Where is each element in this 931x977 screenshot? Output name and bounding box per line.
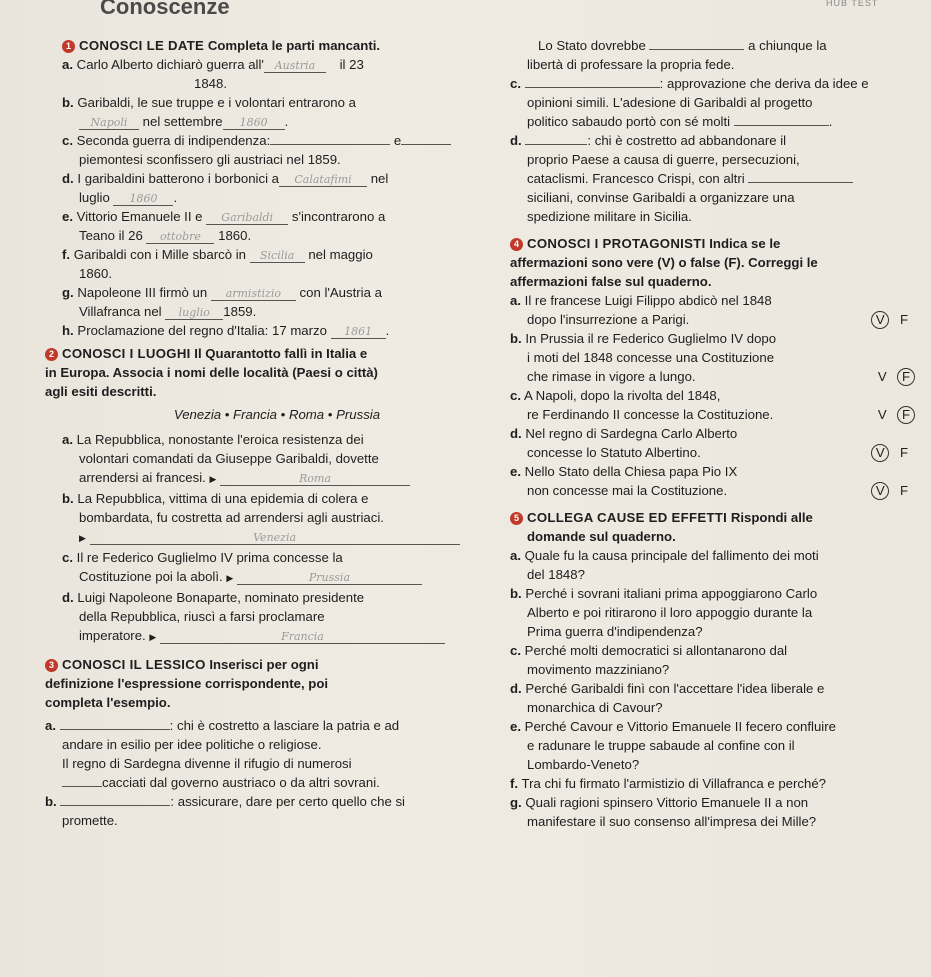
- exercise-1h: h. Proclamazione del regno d'Italia: 17 marzo 1861 .: [62, 323, 390, 338]
- answer-blank[interactable]: [734, 125, 829, 126]
- arrow-icon: ▶: [226, 573, 234, 583]
- answer-blank[interactable]: Calatafimi: [279, 173, 367, 187]
- exercise-4b: b. In Prussia il re Federico Guglielmo IV dopo i moti del 1848 concesse una Costituzione che rimase in vigore a lungo. V F: [510, 329, 915, 386]
- exercise-3b: b. : assicurare, dare per certo quello che si promette.: [45, 794, 405, 828]
- answer-blank[interactable]: 1860: [113, 192, 173, 206]
- true-option[interactable]: V: [871, 311, 889, 329]
- true-option[interactable]: V: [877, 407, 887, 422]
- exercise-3c: c. : approvazione che deriva da idee e opinioni simili. L'adesione di Garibaldi al progetto politico sabaudo portò con sé molti .: [510, 76, 869, 129]
- exercise-1b: b. Garibaldi, le sue truppe e i volontari entrarono a Napoli nel settembre 1860 .: [62, 95, 356, 129]
- answer-blank[interactable]: Prussia: [237, 571, 422, 585]
- exercise-5d: d. Perché Garibaldi finì con l'accettare l'idea liberale e monarchica di Cavour?: [510, 681, 825, 715]
- false-option[interactable]: F: [899, 312, 909, 327]
- answer-blank[interactable]: Roma: [220, 472, 410, 486]
- exercise-1f: f. Garibaldi con i Mille sbarcò in Sicilia nel maggio 1860.: [62, 247, 373, 281]
- arrow-icon: ▶: [149, 632, 157, 642]
- answer-blank[interactable]: Venezia: [90, 531, 460, 545]
- exercise-2b: b. La Repubblica, vittima di una epidemia di colera e bombardata, fu costretta ad arrendersi agli austriaci. ▶ Venezia: [62, 489, 492, 548]
- section-number-badge: 5: [510, 512, 523, 525]
- exercise-2a: a. La Repubblica, nonostante l'eroica resistenza dei volontari comandati da Giuseppe Garibaldi, dovette arrendersi ai francesi. ▶ Roma: [62, 430, 492, 489]
- exercise-4d: d. Nel regno di Sardegna Carlo Alberto concesse lo Statuto Albertino. V F: [510, 424, 915, 462]
- exercise-1c: c. Seconda guerra di indipendenza: e piemontesi sconfissero gli austriaci nel 1859.: [62, 131, 492, 169]
- section-2-title: 2 CONOSCI I LUOGHI Il Quarantotto fallì in Italia e: [45, 344, 492, 363]
- true-option[interactable]: V: [871, 482, 889, 500]
- exercise-2d: d. Luigi Napoleone Bonaparte, nominato presidente della Repubblica, riuscì a farsi proclamare imperatore. ▶ Francia: [62, 588, 492, 647]
- section-number-badge: 1: [62, 40, 75, 53]
- arrow-icon: ▶: [209, 474, 217, 484]
- answer-blank[interactable]: [401, 144, 451, 145]
- false-option[interactable]: F: [899, 445, 909, 460]
- section-number-badge: 4: [510, 238, 523, 251]
- answer-blank[interactable]: 1860: [223, 116, 285, 130]
- answer-blank[interactable]: [60, 805, 170, 806]
- exercise-5e: e. Perché Cavour e Vittorio Emanuele II fecero confluire e radunare le truppe sabaude al confine con il Lombardo-Veneto?: [510, 719, 836, 772]
- answer-blank[interactable]: Francia: [160, 630, 445, 644]
- answer-blank[interactable]: [60, 729, 170, 730]
- exercise-5f: f. Tra chi fu firmato l'armistizio di Villafranca e perché?: [510, 776, 826, 791]
- corner-tag: HUB TEST: [826, 0, 879, 8]
- section-4-title: 4 CONOSCI I PROTAGONISTI Indica se le: [510, 234, 915, 253]
- true-option[interactable]: V: [877, 369, 887, 384]
- exercise-5b: b. Perché i sovrani italiani prima appoggiarono Carlo Alberto e poi ritirarono il loro appoggio durante la Prima guerra d'indipendenza?: [510, 586, 818, 639]
- answer-blank[interactable]: [62, 786, 102, 787]
- section-5-title: 5 COLLEGA CAUSE ED EFFETTI Rispondi alle: [510, 508, 915, 527]
- answer-blank[interactable]: Sicilia: [250, 249, 305, 263]
- section-3-title: 3 CONOSCI IL LESSICO Inserisci per ogni: [45, 655, 492, 674]
- false-option[interactable]: F: [897, 406, 915, 424]
- arrow-icon: ▶: [79, 533, 86, 543]
- answer-blank[interactable]: [649, 49, 744, 50]
- exercise-3a: a. : chi è costretto a lasciare la patria e ad andare in esilio per idee politiche o religiose. Il regno di Sardegna divenne il rifugio di numerosi cacciati dal governo austriaco o da altri sovrani.: [45, 718, 400, 790]
- answer-blank[interactable]: [525, 144, 587, 145]
- page-title: Conoscenze: [100, 0, 230, 19]
- left-column: 1 CONOSCI LE DATE Completa le parti mancanti. a. Carlo Alberto dichiarò guerra all' Austria il 23 1848. b. Garibaldi, le sue truppe e i volontari entrarono a Napoli nel settembre 1860 . c. Seconda guerra di indipendenza: e piemontesi sconfissero gli austriaci nel 1859. d. I garibaldini batterono i borbonici a Calatafimi nel luglio 1860 . e. Vittorio Emanuele II e Garibaldi s'incontrarono a Teano il 26 ottobre 1860. f. Garibaldi con i Mille sbarcò in Sicilia nel maggio 1860. g. Napoleone III firmò un armistizio con l'Austria a Villafranca nel luglio 1859. h. Proclamazione del regno d'Italia: 17 marzo 1861 . 2 CONOSCI I LUOGHI Il Quarantotto fallì in Italia e in Europa. Associa i nomi delle località (Paesi o città) agli esiti descritti. Venezia • Francia • Roma • Prussia a. La Repubblica, nonostante l'eroica resistenza dei volontari comandati da Giuseppe Garibaldi, dovette arrendersi ai francesi. ▶ Roma b. La Repubblica, vittima di una epidemia di colera e bombardata, fu costretta ad arrendersi agli austriaci. ▶ Venezia c. Il re Federico Guglielmo IV prima concesse la Costituzione poi la abolì. ▶ Prussia d. Luigi Napoleone Bonaparte, nominato presidente della Repubblica, riuscì a farsi proclamare imperatore. ▶ Francia 3 CONOSCI IL LESSICO Inserisci per ogni definizione l'espressione corrispondente, poi completa l'esempio. a. : chi è costretto a lasciare la patria e ad andare in esilio per idee politiche o religiose. Il regno di Sardegna divenne il rifugio di numerosi cacciati dal governo austriaco o da altri sovrani. b. : assicurare, dare per certo quello che si promette.: [62, 36, 492, 830]
- false-option[interactable]: F: [897, 368, 915, 386]
- exercise-1g: g. Napoleone III firmò un armistizio con l'Austria a Villafranca nel luglio 1859.: [62, 285, 382, 319]
- right-column: Lo Stato dovrebbe a chiunque la libertà di professare la propria fede. c. : approvazione che deriva da idee e opinioni simili. L'adesione di Garibaldi al progetto politico sabaudo portò con sé molti . d. : chi è costretto ad abbandonare il proprio Paese a causa di guerre, persecuzioni, cataclismi. Francesco Crispi, con altri siciliani, convinse Garibaldi a organizzare una spedizione militare in Sicilia. 4 CONOSCI I PROTAGONISTI Indica se le affermazioni sono vere (V) o false (F). Correggi le affermazioni false sul quaderno. a. Il re francese Luigi Filippo abdicò nel 1848 dopo l'insurrezione a Parigi. V F b. In Prussia il re Federico Guglielmo IV dopo i moti del 1848 concesse una Costituzione che rimase in vigore a lungo. V F c. A Napoli, dopo la rivolta del 1848, re Ferdinando II concesse la Costituzione. V F d. Nel regno di Sardegna Carlo Alberto concesse lo Statuto Albertino. V F e. Nello Stato della Chiesa papa Pio IX non concesse mai la Costituzione. V F 5 COLLEGA CAUSE ED EFFETTI Rispondi alle domande sul quaderno. a. Quale fu la causa principale del fallimento dei moti del 1848? b. Perché i sovrani italiani prima appoggiarono Carlo Alberto e poi ritirarono il loro appoggio durante la Prima guerra d'indipendenza? c. Perché molti democratici si allontanarono dal movimento mazziniano? d. Perché Garibaldi finì con l'accettare l'idea liberale e monarchica di Cavour? e. Perché Cavour e Vittorio Emanuele II fecero confluire e radunare le truppe sabaude al confine con il Lombardo-Veneto? f. Tra chi fu firmato l'armistizio di Villafranca e perché? g. Quali ragioni spinsero Vittorio Emanuele II a non manifestare il suo consenso all'impresa dei Mille?: [510, 36, 915, 831]
- exercise-1e: e. Vittorio Emanuele II e Garibaldi s'incontrarono a Teano il 26 ottobre 1860.: [62, 209, 386, 243]
- answer-blank[interactable]: ottobre: [146, 230, 214, 244]
- exercise-5g: g. Quali ragioni spinsero Vittorio Emanuele II a non manifestare il suo consenso all'impresa dei Mille?: [510, 795, 817, 829]
- answer-blank[interactable]: luglio: [165, 306, 223, 320]
- section-1-title: 1 CONOSCI LE DATE Completa le parti mancanti.: [62, 36, 492, 55]
- answer-blank[interactable]: Garibaldi: [206, 211, 288, 225]
- answer-blank[interactable]: [748, 182, 853, 183]
- answer-blank[interactable]: [270, 144, 390, 145]
- exercise-5a: a. Quale fu la causa principale del fallimento dei moti del 1848?: [510, 548, 819, 582]
- section-number-badge: 2: [45, 348, 58, 361]
- answer-blank[interactable]: Austria: [264, 59, 326, 73]
- exercise-1d: d. I garibaldini batterono i borbonici a Calatafimi nel luglio 1860 .: [62, 171, 389, 205]
- answer-blank[interactable]: Napoli: [79, 116, 139, 130]
- exercise-5c: c. Perché molti democratici si allontanarono dal movimento mazziniano?: [510, 643, 788, 677]
- answer-blank[interactable]: armistizio: [211, 287, 296, 301]
- exercise-4c: c. A Napoli, dopo la rivolta del 1848, re Ferdinando II concesse la Costituzione. V F: [510, 386, 915, 424]
- exercise-1a: a. Carlo Alberto dichiarò guerra all' Austria il 23 1848.: [62, 57, 364, 91]
- exercise-3d: d. : chi è costretto ad abbandonare il proprio Paese a causa di guerre, persecuzioni, cataclismi. Francesco Crispi, con altri siciliani, convinse Garibaldi a organizzare una spedizione militare in Sicilia.: [510, 131, 915, 226]
- answer-blank[interactable]: [525, 87, 660, 88]
- true-option[interactable]: V: [871, 444, 889, 462]
- exercise-3b-continued: Lo Stato dovrebbe a chiunque la libertà di professare la propria fede.: [527, 38, 827, 72]
- section-number-badge: 3: [45, 659, 58, 672]
- exercise-2c: c. Il re Federico Guglielmo IV prima concesse la Costituzione poi la abolì. ▶ Prussia: [62, 548, 492, 588]
- exercise-4a: a. Il re francese Luigi Filippo abdicò nel 1848 dopo l'insurrezione a Parigi. V F: [510, 291, 915, 329]
- false-option[interactable]: F: [899, 483, 909, 498]
- exercise-4e: e. Nello Stato della Chiesa papa Pio IX non concesse mai la Costituzione. V F: [510, 462, 915, 500]
- answer-blank[interactable]: 1861: [331, 325, 386, 339]
- options-list: Venezia • Francia • Roma • Prussia: [173, 407, 381, 422]
